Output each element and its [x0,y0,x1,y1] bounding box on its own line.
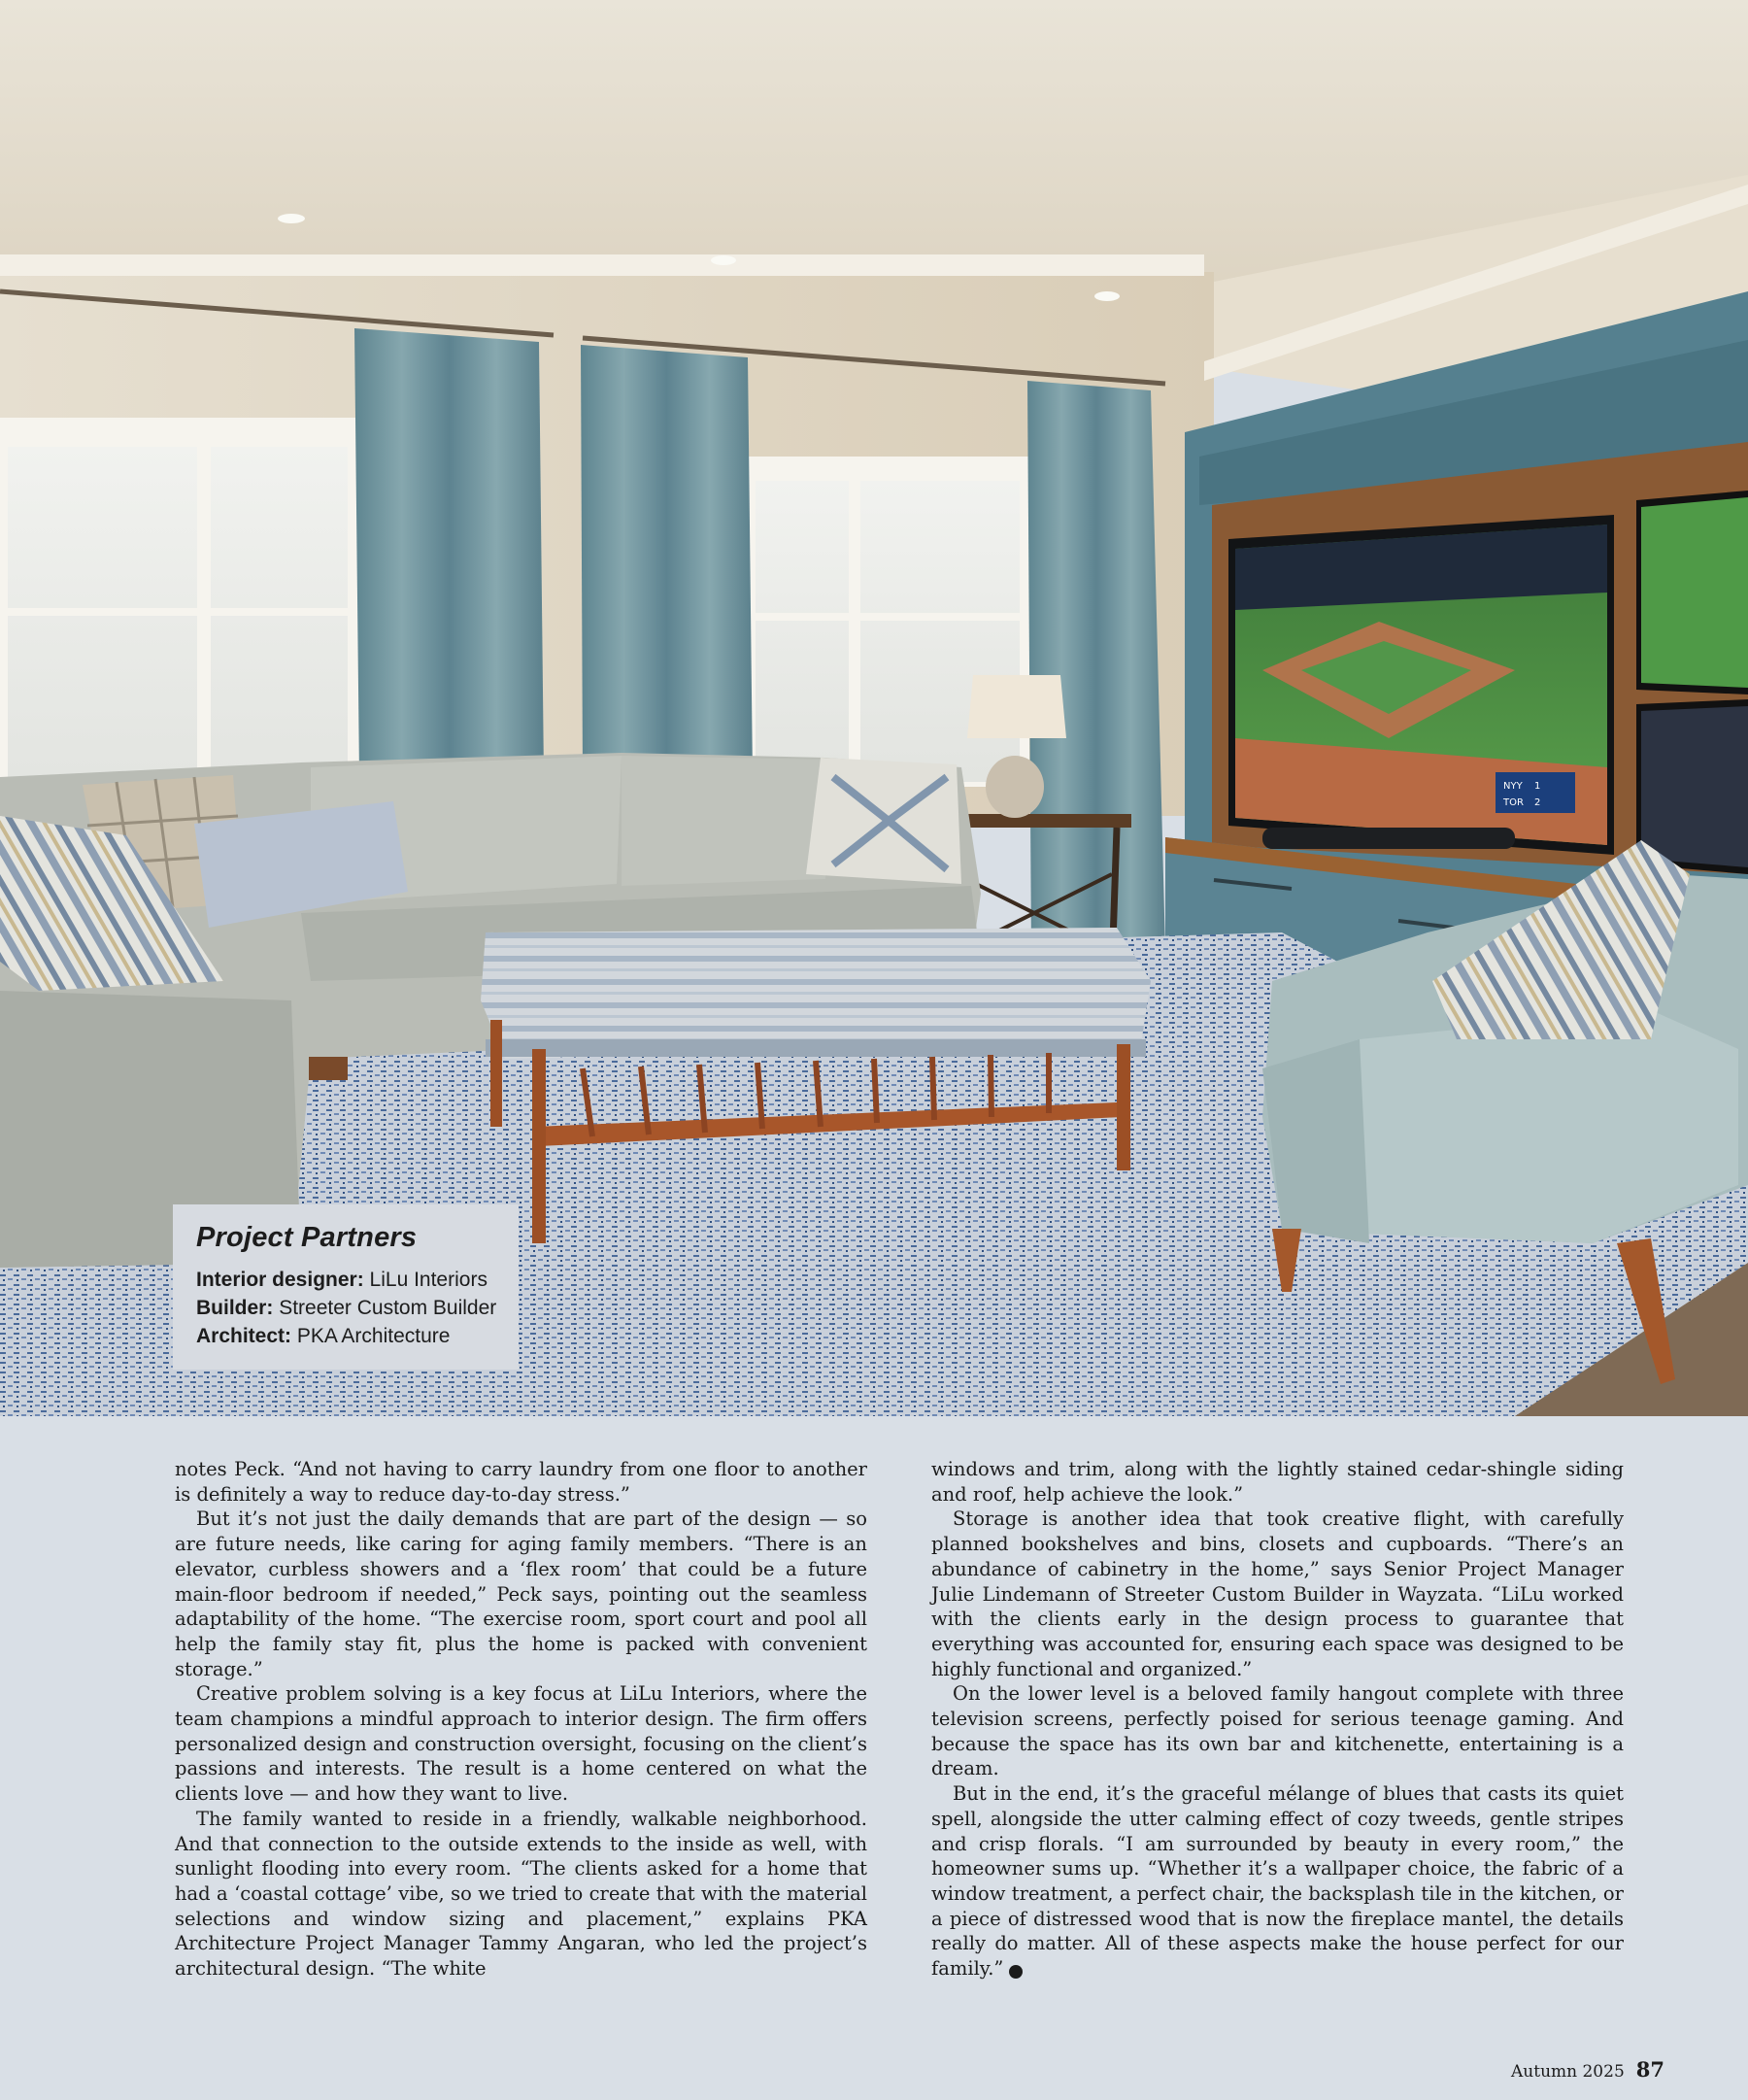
paragraph: Storage is another idea that took creative flight, with carefully planned bookshelves and bins, closets and cupboards. “There’s an abundance of cabinetry in the home,” says Senior Project Manager Julie Lindemann of Streeter Custom Builder in Wayzata. “LiLu worked with the clients early in the design process to guarantee that everything was accounted for, ensuring each space was designed to be highly functional and organized.” [931,1507,1624,1680]
partner-row-architect [196,1322,519,1350]
paragraph-text: But in the end, it’s the graceful mélange of blues that casts its quiet spell, alongside the utter calming effect of cozy tweeds, gentle stripes and crisp florals. “I am surrounded by beauty in every room,” the homeowner sums up. “Whether it’s a wallpaper choice, the fabric of a window treatment, a perfect chair, the backsplash tile in the kitchen, or a piece of distressed wood that is now the fireplace mantel, the details really do matter. All of these aspects make the house perfect for our family.” [931,1782,1624,1981]
page-folio [1511,2057,1664,2082]
partner-value: LiLu Interiors [369,1269,487,1291]
partner-value: Streeter Custom Builder [279,1297,497,1319]
partner-label: Architect: [196,1325,292,1347]
paragraph: The family wanted to reside in a friendly, walkable neighborhood. And that connection to the outside extends to the inside as well, with sunlight flooding into every room. “The clients asked for a home that had a ‘coastal cottage’ vibe, so we tried to create that with the material selections and window sizing and placement,” explains PKA Architecture Project Manager Tammy Angaran, who led the project’s architectural design. “The white [175,1807,867,1981]
paragraph: On the lower level is a beloved family hangout complete with three television screens, perfectly poised for serious teenage gaming. And because the space has its own bar and kitchenette, entertaining is a dream. [931,1682,1624,1780]
article-column-left [175,1457,867,1981]
project-partners-title: Project Partners [196,1222,418,1253]
tv-score-team2: TOR [1503,797,1524,808]
article-column-right [931,1457,1624,1981]
tv-score-team1: NYY [1503,781,1523,792]
partner-label: Interior designer: [196,1269,364,1291]
paragraph-final [931,1781,1624,1981]
partner-label: Builder: [196,1297,274,1319]
tv-score-1: 1 [1534,781,1541,792]
tv-score-2: 2 [1534,797,1541,808]
partner-row-builder [196,1294,519,1322]
paragraph: windows and trim, along with the lightly stained cedar-shingle siding and roof, help achieve the look.” [931,1458,1624,1506]
page-number: 87 [1635,2057,1664,2082]
partner-row-interior-designer [196,1266,519,1294]
project-partners-box [173,1204,519,1370]
end-of-story-icon: L [1009,1965,1023,1979]
paragraph: notes Peck. “And not having to carry laundry from one floor to another is definitely a way to reduce day-to-day stress.” [175,1458,867,1506]
paragraph: But it’s not just the daily demands that are part of the design — so are future needs, like caring for aging family members. “There is an elevator, curbless showers and a ‘flex room’ that could be a future main-floor bedroom if needed,” Peck says, pointing out the seamless adaptability of the home. “The exercise room, sport court and pool all help the family stay fit, plus the home is packed with convenient storage.” [175,1507,867,1680]
issue-label: Autumn 2025 [1511,2062,1625,2082]
partner-value: PKA Architecture [296,1325,451,1347]
paragraph: Creative problem solving is a key focus at LiLu Interiors, where the team champions a mindful approach to interior design. The firm offers personalized design and construction oversight, focusing on the client’s passions and interests. The result is a home centered on what the clients love — and how they want to live. [175,1682,867,1806]
